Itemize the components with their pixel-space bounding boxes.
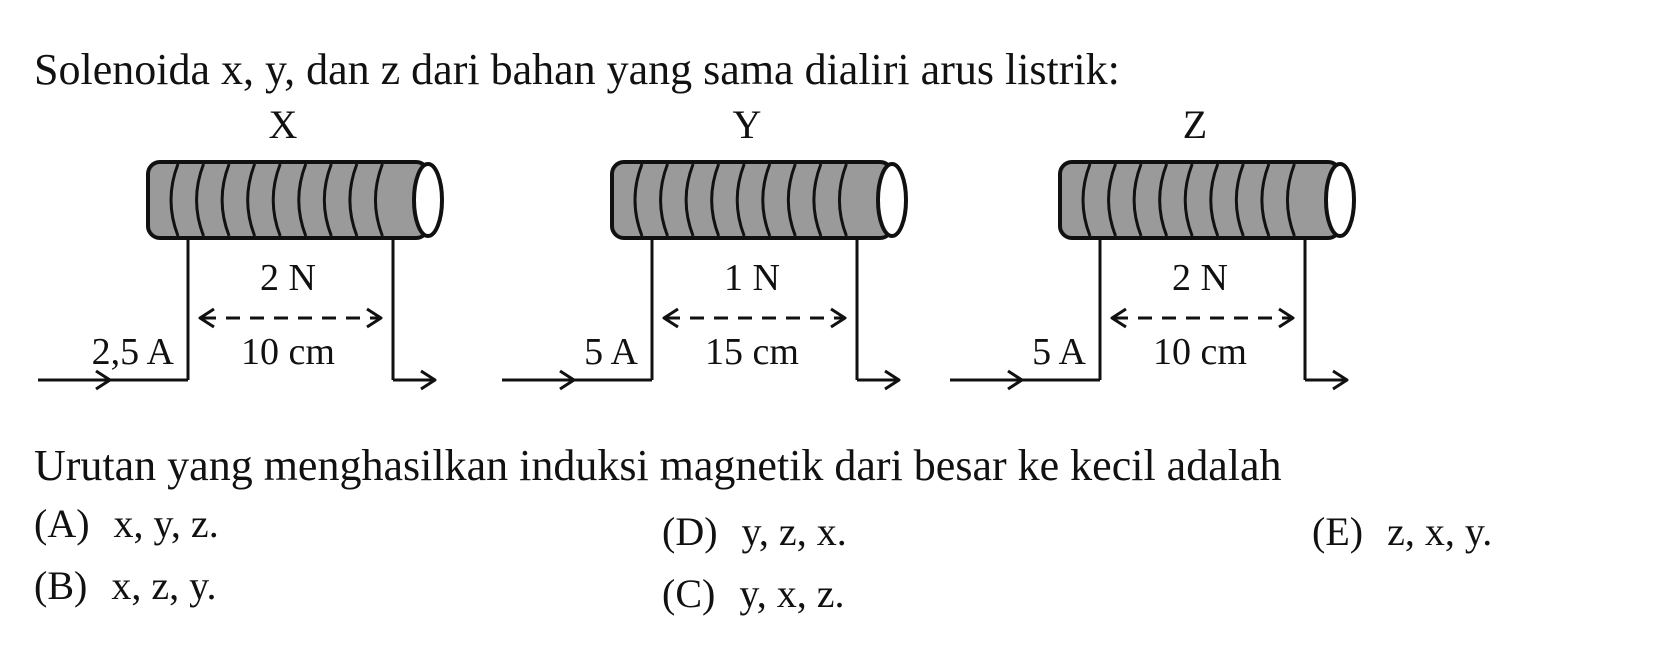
option-b-text: x, z, y. (111, 563, 217, 608)
option-e-letter: (E) (1312, 509, 1364, 554)
option-c-text: y, x, z. (739, 571, 845, 616)
solenoid-z-body (1060, 162, 1340, 238)
solenoid-y-label: Y (732, 102, 762, 147)
question-text: Solenoida x, y, dan z dari bahan yang sama dialiri arus listrik: (34, 45, 1120, 94)
solenoid-x-turns: 2 N (260, 257, 316, 299)
solenoid-z-current: 5 A (1032, 331, 1086, 373)
solenoid-z-length: 10 cm (1153, 331, 1247, 373)
option-a[interactable] (34, 501, 219, 546)
solenoid-y-length: 15 cm (705, 331, 799, 373)
option-c-letter: (C) (662, 571, 716, 616)
solenoid-z-turns: 2 N (1172, 257, 1228, 299)
solenoid-y-current: 5 A (584, 331, 638, 373)
solenoid-x-label: X (268, 102, 298, 147)
option-b-letter: (B) (34, 563, 88, 608)
option-a-text: x, y, z. (113, 501, 219, 546)
prompt-text: Urutan yang menghasilkan induksi magnetik dari besar ke kecil adalah (34, 441, 1282, 490)
solenoid-x-body (148, 162, 428, 238)
solenoid-y-end (878, 164, 906, 236)
solenoid-x-end (414, 164, 442, 236)
option-b[interactable] (34, 563, 217, 608)
option-a-letter: (A) (34, 501, 90, 546)
solenoid-y-body (612, 162, 892, 238)
option-d-letter: (D) (662, 509, 718, 554)
solenoid-z-label: Z (1182, 102, 1208, 147)
option-d[interactable] (662, 509, 847, 554)
solenoid-z-end (1326, 164, 1354, 236)
option-c[interactable] (662, 571, 845, 616)
solenoid-x-current: 2,5 A (91, 331, 174, 373)
solenoid-y-turns: 1 N (724, 257, 780, 299)
option-e[interactable] (1312, 509, 1493, 554)
option-d-text: y, z, x. (741, 509, 847, 554)
solenoid-x-length: 10 cm (241, 331, 335, 373)
option-e-text: z, x, y. (1387, 509, 1493, 554)
